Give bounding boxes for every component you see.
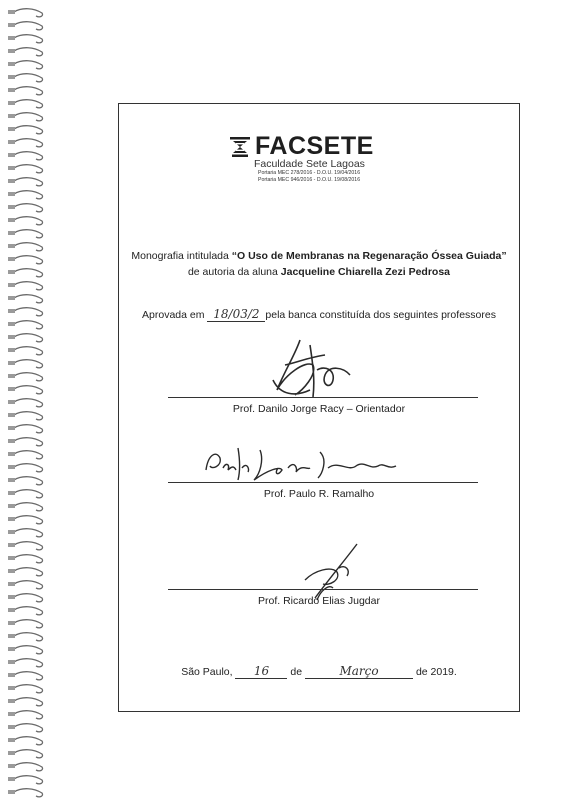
monograph-line-1 (118, 250, 520, 262)
approval-date-blank (207, 307, 265, 322)
logo-subtitle: Faculdade Sete Lagoas (254, 158, 365, 170)
footer-day-blank (235, 664, 287, 679)
approval-date-handwritten: 18/03/2 (213, 307, 260, 321)
board-member-1: Prof. Danilo Jorge Racy – Orientador (232, 403, 406, 415)
footer-date-line (118, 664, 520, 679)
author-name: Jacqueline Chiarella Zezi Pedrosa (280, 266, 451, 278)
monograph-prefix: Monografia intitulada (131, 250, 232, 262)
footer-city: São Paulo, (181, 666, 233, 678)
logo-portaria-1: Portaria MEC 278/2016 - D.O.U. 19/04/2016 (258, 170, 361, 176)
footer-de: de (290, 666, 303, 678)
monograph-line-2 (118, 266, 520, 278)
spiral-binding (0, 0, 60, 800)
board-member-2: Prof. Paulo R. Ramalho (263, 488, 375, 500)
logo-name: FACSETE (255, 132, 374, 160)
footer-month-blank (305, 664, 413, 679)
footer-month-handwritten: Março (339, 664, 379, 678)
signature-line-2 (168, 482, 478, 483)
author-prefix: de autoria da aluna (187, 266, 281, 278)
footer-day-handwritten: 16 (253, 664, 270, 678)
facsete-mark-icon (228, 136, 252, 158)
facsete-logo (228, 132, 398, 212)
board-member-3: Prof. Ricardo Elias Jugdar (258, 595, 380, 607)
approval-prefix: Aprovada em (142, 309, 205, 321)
signature-line-3 (168, 589, 478, 590)
approval-line (118, 307, 520, 322)
signature-line-1 (168, 397, 478, 398)
monograph-title: “O Uso de Membranas na Regenaração Óssea Guiada” (231, 250, 507, 262)
footer-year: de 2019. (415, 666, 457, 678)
approval-suffix: pela banca constituída dos seguintes professores (265, 309, 496, 321)
signature-2-scribble (198, 440, 408, 488)
logo-portaria-2: Portaria MEC 946/2016 - D.O.U. 19/08/2016 (258, 177, 361, 183)
